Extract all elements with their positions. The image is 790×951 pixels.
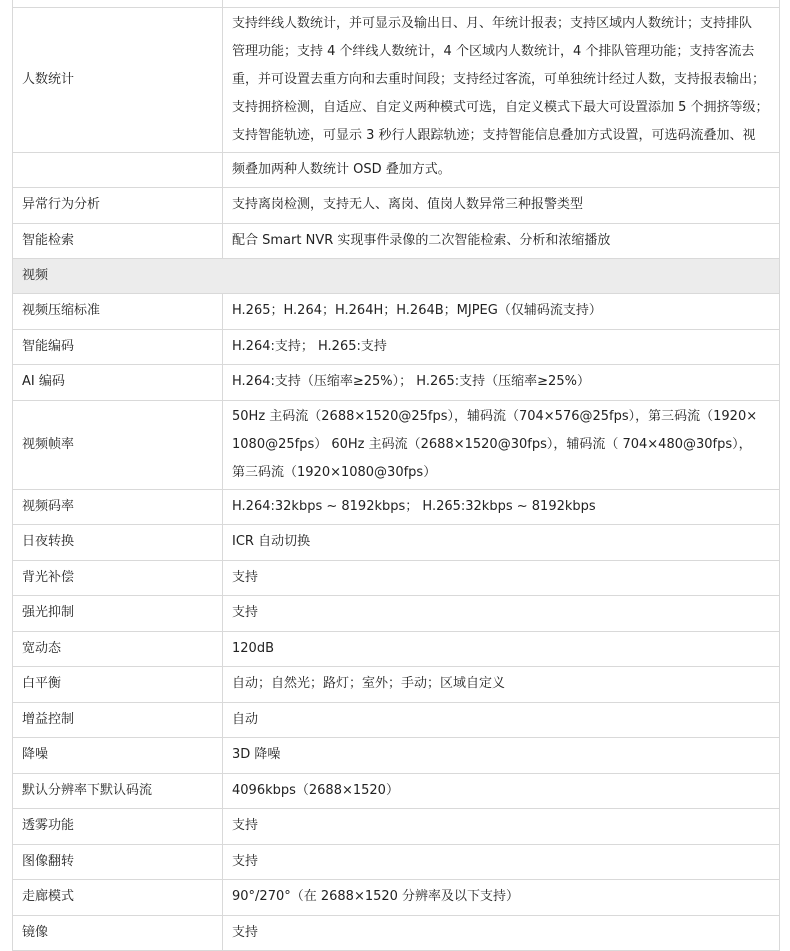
row-value: 支持 <box>223 596 780 632</box>
value-line: 1080@25fps） 60Hz 主码流（2688×1520@30fps），辅码流（ 704×480@30fps）， <box>232 436 752 452</box>
value-line: 第三码流（1920×1080@30fps） <box>232 464 437 480</box>
row-label: 降噪 <box>13 738 223 774</box>
table-row <box>13 596 780 632</box>
row-value: 支持 <box>223 844 780 880</box>
table-row <box>13 223 780 259</box>
table-row <box>13 560 780 596</box>
row-value: 支持 <box>223 560 780 596</box>
row-label: 视频压缩标准 <box>13 294 223 330</box>
row-value: 配合 Smart NVR 实现事件录像的二次智能检索、分析和浓缩播放 <box>223 223 780 259</box>
blank-cell <box>223 0 780 8</box>
row-label: 默认分辨率下默认码流 <box>13 773 223 809</box>
table-row <box>13 809 780 845</box>
table-row <box>13 880 780 916</box>
table-row <box>13 489 780 525</box>
row-value: 自动；自然光；路灯；室外；手动；区域自定义 <box>223 667 780 703</box>
row-label: 智能编码 <box>13 329 223 365</box>
spec-table <box>12 0 780 951</box>
row-label: 白平衡 <box>13 667 223 703</box>
row-label: 视频帧率 <box>13 400 223 489</box>
table-row <box>13 631 780 667</box>
row-value: 支持 <box>223 809 780 845</box>
table-row <box>13 365 780 401</box>
section-header-video <box>13 259 780 294</box>
row-value: H.265；H.264；H.264H；H.264B；MJPEG（仅辅码流支持） <box>223 294 780 330</box>
row-value: 支持离岗检测，支持无人、离岗、值岗人数异常三种报警类型 <box>223 188 780 224</box>
table-row <box>13 844 780 880</box>
value-line: 支持拥挤检测，自适应、自定义两种模式可选，自定义模式下最大可设置添加 5 个拥挤等级； <box>232 100 769 115</box>
row-label: 人数统计 <box>13 8 223 153</box>
row-label: 图像翻转 <box>13 844 223 880</box>
table-row <box>13 773 780 809</box>
blank-cell <box>13 153 223 188</box>
row-label: 视频码率 <box>13 489 223 525</box>
row-label: 智能检索 <box>13 223 223 259</box>
row-label: 异常行为分析 <box>13 188 223 224</box>
table-row <box>13 702 780 738</box>
row-label: 背光补偿 <box>13 560 223 596</box>
row-value: 90°/270°（在 2688×1520 分辨率及以下支持） <box>223 880 780 916</box>
value-line: 管理功能；支持 4 个绊线人数统计，4 个区域内人数统计，4 个排队管理功能；支持客流去 <box>232 44 755 59</box>
row-label: 强光抑制 <box>13 596 223 632</box>
row-label: 走廊模式 <box>13 880 223 916</box>
table-row <box>13 188 780 224</box>
row-value: H.264:支持（压缩率≥25%）； H.265:支持（压缩率≥25%） <box>223 365 780 401</box>
row-label: 镜像 <box>13 915 223 951</box>
table-row <box>13 0 780 8</box>
row-label: 日夜转换 <box>13 525 223 561</box>
blank-cell <box>13 0 223 8</box>
row-value: 自动 <box>223 702 780 738</box>
table-row-continuation <box>13 153 780 188</box>
table-row <box>13 738 780 774</box>
table-row-frame-rate <box>13 400 780 489</box>
value-line: 支持智能轨迹，可显示 3 秒行人跟踪轨迹；支持智能信息叠加方式设置，可选码流叠加、视 <box>232 128 756 143</box>
row-label: 透雾功能 <box>13 809 223 845</box>
value-line: 重，并可设置去重方向和去重时间段；支持经过客流，可单独统计经过人数，支持报表输出； <box>232 72 766 87</box>
row-value: 120dB <box>223 631 780 667</box>
table-row <box>13 294 780 330</box>
table-row <box>13 667 780 703</box>
table-row-people-counting <box>13 8 780 153</box>
row-label: 宽动态 <box>13 631 223 667</box>
row-label: AI 编码 <box>13 365 223 401</box>
row-value-multiline <box>223 8 780 153</box>
row-value: 支持 <box>223 915 780 951</box>
value-line: 支持绊线人数统计，并可显示及输出日、月、年统计报表；支持区域内人数统计；支持排队 <box>232 16 753 31</box>
section-title: 视频 <box>13 259 780 294</box>
table-row <box>13 525 780 561</box>
table-row <box>13 915 780 951</box>
row-value: 3D 降噪 <box>223 738 780 774</box>
row-value: ICR 自动切换 <box>223 525 780 561</box>
row-value: 频叠加两种人数统计 OSD 叠加方式。 <box>223 153 780 188</box>
table-row <box>13 329 780 365</box>
row-label: 增益控制 <box>13 702 223 738</box>
row-value-multiline <box>223 400 780 489</box>
row-value: H.264:32kbps ~ 8192kbps； H.265:32kbps ~ 8192kbps <box>223 489 780 525</box>
value-line: 50Hz 主码流（2688×1520@25fps），辅码流（704×576@25fps），第三码流（1920× <box>232 408 758 424</box>
row-value: 4096kbps（2688×1520） <box>223 773 780 809</box>
row-value: H.264:支持； H.265:支持 <box>223 329 780 365</box>
